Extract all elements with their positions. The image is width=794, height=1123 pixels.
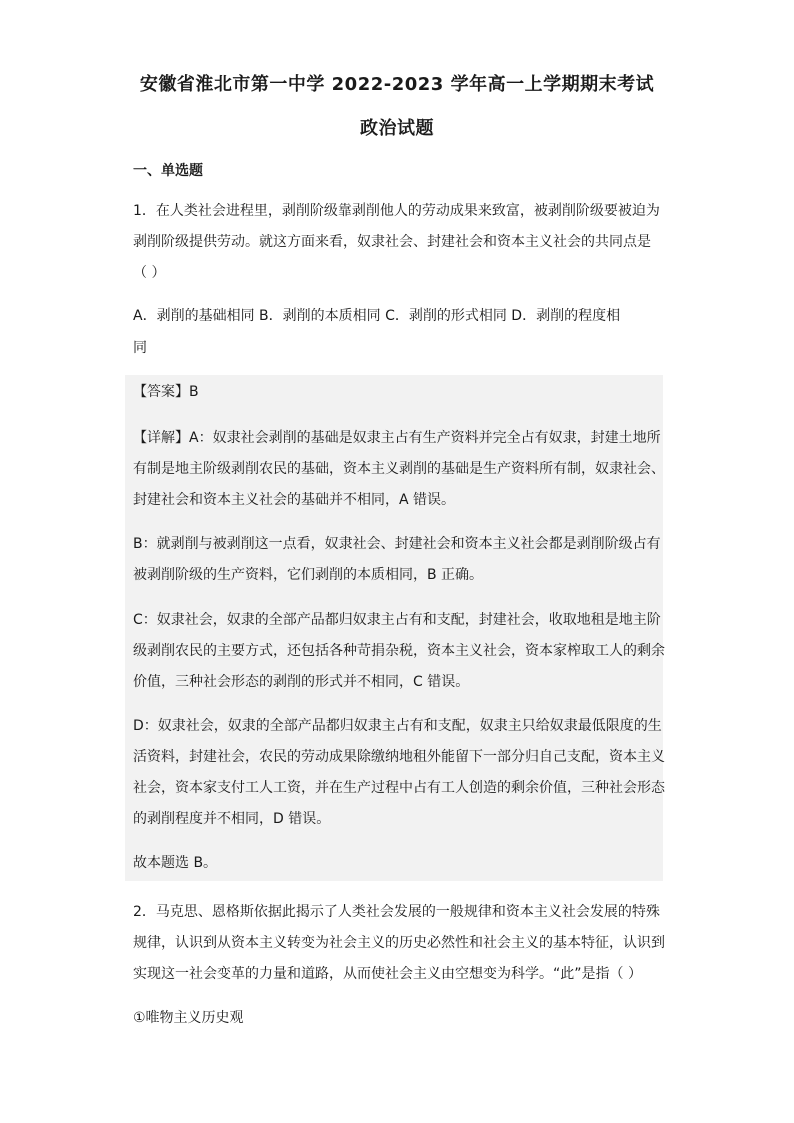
- document-title: 安徽省淮北市第一中学 2022-2023 学年高一上学期期末考试: [139, 74, 655, 95]
- q1-stem-line: （ ）: [133, 265, 166, 281]
- q1-detail-d-line: 社会，资本家支付工人工资，并在生产过程中占有工人创造的剩余价值，三种社会形态: [133, 780, 665, 796]
- q2-item-1: ①唯物主义历史观: [133, 1010, 244, 1026]
- q1-stem-line: 剥削阶级提供劳动。就这方面来看，奴隶社会、封建社会和资本主义社会的共同点是: [133, 234, 651, 250]
- q1-detail-c-line: 价值，三种社会形态的剥削的形式并不相同，C 错误。: [133, 674, 470, 690]
- q1-conclusion: 故本题选 B。: [133, 855, 218, 871]
- q1-detail-d-line: 活资料，封建社会，农民的劳动成果除缴纳地租外能留下一部分归自己支配，资本主义: [133, 749, 665, 765]
- q2-stem-line: 规律，认识到从资本主义转变为社会主义的历史必然性和社会主义的基本特征，认识到: [133, 935, 665, 951]
- q1-options-line: 同: [133, 340, 147, 356]
- q2-stem-line: 2．马克思、恩格斯依据此揭示了人类社会发展的一般规律和资本主义社会发展的特殊: [133, 904, 660, 920]
- q1-options-line: A．剥削的基础相同 B．剥削的本质相同 C．剥削的形式相同 D．剥削的程度相: [133, 308, 621, 324]
- q1-detail-c-line: C：奴隶社会，奴隶的全部产品都归奴隶主占有和支配，封建社会，收取地租是地主阶: [133, 612, 661, 628]
- q1-detail-b-line: 被剥削阶级的生产资料，它们剥削的本质相同，B 正确。: [133, 567, 484, 583]
- q2-stem-line: 实现这一社会变革的力量和道路，从而使社会主义由空想变为科学。“此”是指（ ）: [133, 966, 642, 982]
- q1-detail-d-line: 的剥削程度并不相同，D 错误。: [133, 811, 331, 827]
- q1-detail-a-line: 封建社会和资本主义社会的基础并不相同，A 错误。: [133, 492, 456, 508]
- q1-detail-a-line: 有制是地主阶级剥削农民的基础，资本主义剥削的基础是生产资料所有制，奴隶社会、: [133, 461, 665, 477]
- q1-detail-c-line: 级剥削农民的主要方式，还包括各种苛捐杂税，资本主义社会，资本家榨取工人的剩余: [133, 643, 665, 659]
- q1-answer: 【答案】B: [133, 384, 199, 400]
- document-subtitle: 政治试题: [360, 118, 434, 139]
- q1-stem-line: 1．在人类社会进程里，剥削阶级靠剥削他人的劳动成果来致富，被剥削阶级要被迫为: [133, 203, 660, 219]
- q1-detail-b-line: B：就剥削与被剥削这一点看，奴隶社会、封建社会和资本主义社会都是剥削阶级占有: [133, 536, 661, 552]
- section-heading: 一、单选题: [133, 163, 203, 179]
- q1-detail-a-line: 【详解】A：奴隶社会剥削的基础是奴隶主占有生产资料并完全占有奴隶，封建土地所: [133, 430, 661, 446]
- q1-detail-d-line: D：奴隶社会，奴隶的全部产品都归奴隶主占有和支配，奴隶主只给奴隶最低限度的生: [133, 718, 662, 734]
